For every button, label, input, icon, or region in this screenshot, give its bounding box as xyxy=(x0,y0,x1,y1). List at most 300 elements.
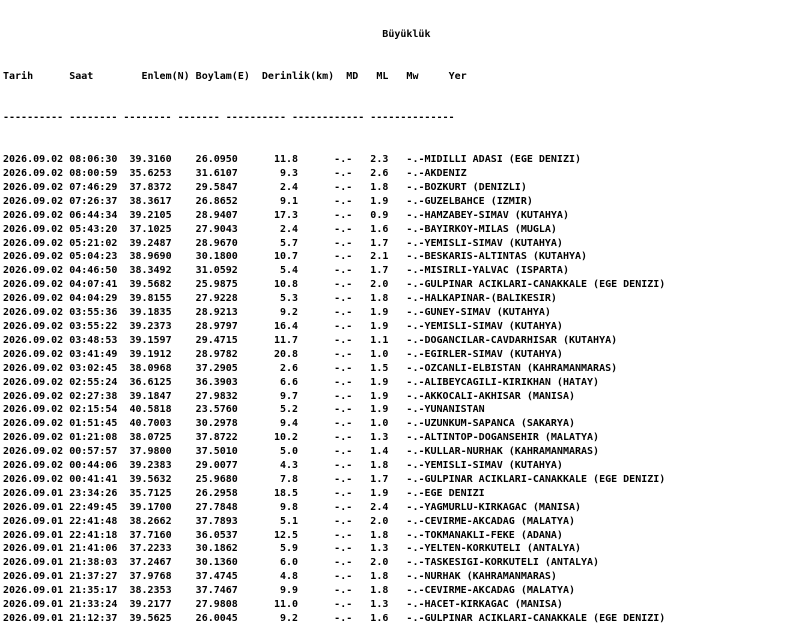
depth-cell: 18.5 xyxy=(237,487,299,499)
earthquake-row xyxy=(3,459,665,473)
mw-cell: -.- xyxy=(388,515,425,527)
date-cell: 2026.09.02 xyxy=(3,181,70,193)
depth-cell: 9.8 xyxy=(237,501,299,513)
md-cell: -.- xyxy=(298,265,353,277)
earthquake-row xyxy=(3,195,665,209)
ml-cell: 1.9 xyxy=(352,376,389,388)
longitude-cell: 25.9875 xyxy=(171,279,238,291)
latitude-cell: 40.5818 xyxy=(123,404,172,416)
depth-cell: 17.3 xyxy=(237,209,299,221)
location-cell: MIDILLI ADASI (EGE DENIZI) xyxy=(424,154,582,166)
date-cell: 2026.09.02 xyxy=(3,320,70,332)
md-cell: -.- xyxy=(298,223,353,235)
earthquake-rows xyxy=(3,153,665,626)
time-cell: 21:41:06 xyxy=(69,543,124,555)
ml-cell: 1.1 xyxy=(352,334,389,346)
mw-cell: -.- xyxy=(388,307,425,319)
mw-cell: -.- xyxy=(388,432,425,444)
latitude-cell: 39.5682 xyxy=(123,279,172,291)
earthquake-row xyxy=(3,306,665,320)
md-cell: -.- xyxy=(298,237,353,249)
date-cell: 2026.09.02 xyxy=(3,223,70,235)
depth-cell: 6.0 xyxy=(237,557,299,569)
location-cell: KULLAR-NURHAK (KAHRAMANMARAS) xyxy=(424,446,600,458)
date-cell: 2026.09.01 xyxy=(3,599,70,611)
time-cell: 21:12:37 xyxy=(69,613,124,624)
depth-cell: 5.7 xyxy=(237,237,299,249)
md-cell: -.- xyxy=(298,460,353,472)
time-cell: 06:44:34 xyxy=(69,209,124,221)
earthquake-row xyxy=(3,542,665,556)
ml-cell: 2.0 xyxy=(352,557,389,569)
md-cell: -.- xyxy=(298,320,353,332)
depth-cell: 2.4 xyxy=(237,181,299,193)
ml-cell: 1.3 xyxy=(352,543,389,555)
date-cell: 2026.09.02 xyxy=(3,460,70,472)
location-cell: ALTINTOP-DOGANSEHIR (MALATYA) xyxy=(424,432,600,444)
depth-cell: 2.4 xyxy=(237,223,299,235)
ml-cell: 1.6 xyxy=(352,613,389,624)
date-cell: 2026.09.02 xyxy=(3,376,70,388)
mw-cell: -.- xyxy=(388,404,425,416)
date-cell: 2026.09.02 xyxy=(3,195,70,207)
md-cell: -.- xyxy=(298,599,353,611)
earthquake-row xyxy=(3,237,665,251)
date-cell: 2026.09.02 xyxy=(3,209,70,221)
depth-cell: 5.2 xyxy=(237,404,299,416)
date-cell: 2026.09.02 xyxy=(3,473,70,485)
column-header-time: Saat xyxy=(69,70,124,82)
location-cell: CEVIRME-AKCADAG (MALATYA) xyxy=(424,515,575,527)
longitude-cell: 27.9808 xyxy=(171,599,238,611)
latitude-cell: 37.2467 xyxy=(123,557,172,569)
earthquake-row xyxy=(3,473,665,487)
mw-cell: -.- xyxy=(388,557,425,569)
date-cell: 2026.09.01 xyxy=(3,543,70,555)
md-cell: -.- xyxy=(298,473,353,485)
longitude-cell: 28.9213 xyxy=(171,307,238,319)
mw-cell: -.- xyxy=(388,237,425,249)
ml-cell: 1.6 xyxy=(352,223,389,235)
latitude-cell: 37.1025 xyxy=(123,223,172,235)
location-cell: AKKOCALI-AKHISAR (MANISA) xyxy=(424,390,575,402)
mw-cell: -.- xyxy=(388,265,425,277)
column-header-longitude: Boylam(E) xyxy=(189,70,250,82)
ml-cell: 1.9 xyxy=(352,307,389,319)
latitude-cell: 38.9690 xyxy=(123,251,172,263)
ml-cell: 1.8 xyxy=(352,293,389,305)
location-cell: AKDENIZ xyxy=(424,168,467,179)
date-cell: 2026.09.02 xyxy=(3,293,70,305)
ml-cell: 1.0 xyxy=(352,418,389,430)
date-cell: 2026.09.02 xyxy=(3,265,70,277)
latitude-cell: 39.2383 xyxy=(123,460,172,472)
location-cell: HACET-KIRKAGAC (MANISA) xyxy=(424,599,563,611)
time-cell: 21:37:27 xyxy=(69,571,124,583)
ml-cell: 1.9 xyxy=(352,195,389,207)
mw-cell: -.- xyxy=(388,418,425,430)
earthquake-row xyxy=(3,612,665,626)
location-cell: YELTEN-KORKUTELI (ANTALYA) xyxy=(424,543,582,555)
latitude-cell: 39.2487 xyxy=(123,237,172,249)
depth-cell: 20.8 xyxy=(237,348,299,360)
md-cell: -.- xyxy=(298,293,353,305)
date-cell: 2026.09.02 xyxy=(3,348,70,360)
ml-cell: 1.0 xyxy=(352,348,389,360)
location-cell: BESKARIS-ALTINTAS (KUTAHYA) xyxy=(424,251,588,263)
date-cell: 2026.09.02 xyxy=(3,307,70,319)
mw-cell: -.- xyxy=(388,571,425,583)
longitude-cell: 30.2978 xyxy=(171,418,238,430)
time-cell: 02:55:24 xyxy=(69,376,124,388)
ml-cell: 1.8 xyxy=(352,585,389,597)
depth-cell: 5.0 xyxy=(237,446,299,458)
time-cell: 02:15:54 xyxy=(69,404,124,416)
latitude-cell: 39.2177 xyxy=(123,599,172,611)
location-cell: GULPINAR ACIKLARI-CANAKKALE (EGE DENIZI) xyxy=(424,613,666,624)
location-cell: BOZKURT (DENIZLI) xyxy=(424,181,527,193)
md-cell: -.- xyxy=(298,154,353,166)
earthquake-row xyxy=(3,153,665,167)
latitude-cell: 39.1700 xyxy=(123,501,172,513)
longitude-cell: 26.8652 xyxy=(171,195,238,207)
column-header-row xyxy=(3,70,665,84)
md-cell: -.- xyxy=(298,446,353,458)
ml-cell: 2.0 xyxy=(352,279,389,291)
depth-cell: 4.3 xyxy=(237,460,299,472)
latitude-cell: 37.8372 xyxy=(123,181,172,193)
earthquake-row xyxy=(3,598,665,612)
md-cell: -.- xyxy=(298,585,353,597)
longitude-cell: 31.6107 xyxy=(171,168,238,179)
column-header-location: Yer xyxy=(418,70,467,82)
mw-cell: -.- xyxy=(388,543,425,555)
date-cell: 2026.09.02 xyxy=(3,418,70,430)
mw-cell: -.- xyxy=(388,501,425,513)
time-cell: 02:27:38 xyxy=(69,390,124,402)
time-cell: 05:21:02 xyxy=(69,237,124,249)
md-cell: -.- xyxy=(298,432,353,444)
longitude-cell: 26.0950 xyxy=(171,154,238,166)
time-cell: 21:35:17 xyxy=(69,585,124,597)
date-cell: 2026.09.02 xyxy=(3,446,70,458)
time-cell: 05:04:23 xyxy=(69,251,124,263)
ml-cell: 1.9 xyxy=(352,320,389,332)
latitude-cell: 38.0725 xyxy=(123,432,172,444)
md-cell: -.- xyxy=(298,418,353,430)
column-header-mw: Mw xyxy=(388,70,419,82)
latitude-cell: 39.5625 xyxy=(123,613,172,624)
location-cell: YEMISLI-SIMAV (KUTAHYA) xyxy=(424,237,563,249)
location-cell: NURHAK (KAHRAMANMARAS) xyxy=(424,571,557,583)
depth-cell: 10.8 xyxy=(237,279,299,291)
mw-cell: -.- xyxy=(388,320,425,332)
depth-cell: 9.4 xyxy=(237,418,299,430)
mw-cell: -.- xyxy=(388,334,425,346)
earthquake-row xyxy=(3,181,665,195)
time-cell: 21:38:03 xyxy=(69,557,124,569)
ml-cell: 1.8 xyxy=(352,181,389,193)
time-cell: 03:41:49 xyxy=(69,348,124,360)
md-cell: -.- xyxy=(298,181,353,193)
mw-cell: -.- xyxy=(388,487,425,499)
longitude-cell: 30.1360 xyxy=(171,557,238,569)
ml-cell: 1.5 xyxy=(352,362,389,374)
time-cell: 00:57:57 xyxy=(69,446,124,458)
location-cell: UZUNKUM-SAPANCA (SAKARYA) xyxy=(424,418,575,430)
md-cell: -.- xyxy=(298,334,353,346)
md-cell: -.- xyxy=(298,209,353,221)
latitude-cell: 39.5632 xyxy=(123,473,172,485)
depth-cell: 11.7 xyxy=(237,334,299,346)
ml-cell: 1.8 xyxy=(352,460,389,472)
location-cell: BAYIRKOY-MILAS (MUGLA) xyxy=(424,223,557,235)
md-cell: -.- xyxy=(298,571,353,583)
location-cell: YEMISLI-SIMAV (KUTAHYA) xyxy=(424,460,563,472)
longitude-cell: 31.0592 xyxy=(171,265,238,277)
longitude-cell: 37.4745 xyxy=(171,571,238,583)
column-header-depth: Derinlik(km) xyxy=(249,70,335,82)
latitude-cell: 37.2233 xyxy=(123,543,172,555)
md-cell: -.- xyxy=(298,307,353,319)
ml-cell: 1.7 xyxy=(352,473,389,485)
earthquake-row xyxy=(3,292,665,306)
ml-cell: 0.9 xyxy=(352,209,389,221)
longitude-cell: 37.8722 xyxy=(171,432,238,444)
md-cell: -.- xyxy=(298,279,353,291)
latitude-cell: 37.9800 xyxy=(123,446,172,458)
depth-cell: 9.1 xyxy=(237,195,299,207)
depth-cell: 11.0 xyxy=(237,599,299,611)
longitude-cell: 29.5847 xyxy=(171,181,238,193)
location-cell: EGIRLER-SIMAV (KUTAHYA) xyxy=(424,348,563,360)
depth-cell: 9.9 xyxy=(237,585,299,597)
ml-cell: 1.9 xyxy=(352,487,389,499)
ml-cell: 1.8 xyxy=(352,571,389,583)
longitude-cell: 26.2958 xyxy=(171,487,238,499)
longitude-cell: 37.2905 xyxy=(171,362,238,374)
depth-cell: 5.9 xyxy=(237,543,299,555)
longitude-cell: 27.9043 xyxy=(171,223,238,235)
latitude-cell: 39.1597 xyxy=(123,334,172,346)
depth-cell: 9.3 xyxy=(237,168,299,179)
depth-cell: 2.6 xyxy=(237,362,299,374)
ml-cell: 1.4 xyxy=(352,446,389,458)
earthquake-row xyxy=(3,556,665,570)
ml-cell: 1.3 xyxy=(352,432,389,444)
latitude-cell: 38.3617 xyxy=(123,195,172,207)
longitude-cell: 30.1800 xyxy=(171,251,238,263)
ml-cell: 2.1 xyxy=(352,251,389,263)
mw-cell: -.- xyxy=(388,181,425,193)
date-cell: 2026.09.02 xyxy=(3,168,70,179)
depth-cell: 4.8 xyxy=(237,571,299,583)
time-cell: 22:49:45 xyxy=(69,501,124,513)
latitude-cell: 38.2353 xyxy=(123,585,172,597)
earthquake-row xyxy=(3,278,665,292)
depth-cell: 11.8 xyxy=(237,154,299,166)
time-cell: 04:04:29 xyxy=(69,293,124,305)
mw-cell: -.- xyxy=(388,223,425,235)
date-cell: 2026.09.02 xyxy=(3,334,70,346)
location-cell: GUNEY-SIMAV (KUTAHYA) xyxy=(424,307,551,319)
date-cell: 2026.09.02 xyxy=(3,251,70,263)
location-cell: OZCANLI-ELBISTAN (KAHRAMANMARAS) xyxy=(424,362,618,374)
latitude-cell: 39.1847 xyxy=(123,390,172,402)
time-cell: 03:55:22 xyxy=(69,320,124,332)
time-cell: 01:51:45 xyxy=(69,418,124,430)
mw-cell: -.- xyxy=(388,209,425,221)
time-cell: 22:41:18 xyxy=(69,529,124,541)
location-cell: GUZELBAHCE (IZMIR) xyxy=(424,195,533,207)
mw-cell: -.- xyxy=(388,348,425,360)
location-cell: CEVIRME-AKCADAG (MALATYA) xyxy=(424,585,575,597)
spacer xyxy=(3,29,382,40)
latitude-cell: 35.6253 xyxy=(123,168,172,179)
mw-cell: -.- xyxy=(388,195,425,207)
mw-cell: -.- xyxy=(388,599,425,611)
depth-cell: 5.3 xyxy=(237,293,299,305)
column-header-date: Tarih xyxy=(3,70,70,82)
md-cell: -.- xyxy=(298,613,353,624)
latitude-cell: 39.2105 xyxy=(123,209,172,221)
location-cell: YAGMURLU-KIRKAGAC (MANISA) xyxy=(424,501,582,513)
time-cell: 04:07:41 xyxy=(69,279,124,291)
earthquake-row xyxy=(3,403,665,417)
longitude-cell: 27.7848 xyxy=(171,501,238,513)
date-cell: 2026.09.01 xyxy=(3,529,70,541)
date-cell: 2026.09.02 xyxy=(3,154,70,166)
latitude-cell: 38.2662 xyxy=(123,515,172,527)
md-cell: -.- xyxy=(298,390,353,402)
location-cell: EGE DENIZI xyxy=(424,487,485,499)
longitude-cell: 25.9680 xyxy=(171,473,238,485)
date-cell: 2026.09.01 xyxy=(3,557,70,569)
date-cell: 2026.09.01 xyxy=(3,487,70,499)
earthquake-row xyxy=(3,320,665,334)
location-cell: HAMZABEY-SIMAV (KUTAHYA) xyxy=(424,209,569,221)
location-cell: TOKMANAKLI-FEKE (ADANA) xyxy=(424,529,563,541)
latitude-cell: 40.7003 xyxy=(123,418,172,430)
time-cell: 05:43:20 xyxy=(69,223,124,235)
depth-cell: 5.1 xyxy=(237,515,299,527)
mw-cell: -.- xyxy=(388,279,425,291)
time-cell: 21:33:24 xyxy=(69,599,124,611)
time-cell: 00:44:06 xyxy=(69,460,124,472)
md-cell: -.- xyxy=(298,348,353,360)
date-cell: 2026.09.02 xyxy=(3,432,70,444)
longitude-cell: 37.7893 xyxy=(171,515,238,527)
ml-cell: 1.8 xyxy=(352,529,389,541)
md-cell: -.- xyxy=(298,251,353,263)
location-cell: HALKAPINAR-(BALIKESIR) xyxy=(424,293,557,305)
earthquake-row xyxy=(3,501,665,515)
location-cell: ALIBEYCAGILI-KIRIKHAN (HATAY) xyxy=(424,376,600,388)
depth-cell: 6.6 xyxy=(237,376,299,388)
time-cell: 00:41:41 xyxy=(69,473,124,485)
earthquake-row xyxy=(3,417,665,431)
time-cell: 07:46:29 xyxy=(69,181,124,193)
location-cell: YUNANISTAN xyxy=(424,404,485,416)
ml-cell: 2.4 xyxy=(352,501,389,513)
earthquake-row xyxy=(3,264,665,278)
ml-cell: 2.3 xyxy=(352,154,389,166)
md-cell: -.- xyxy=(298,362,353,374)
date-cell: 2026.09.02 xyxy=(3,237,70,249)
latitude-cell: 37.7160 xyxy=(123,529,172,541)
mw-cell: -.- xyxy=(388,251,425,263)
latitude-cell: 39.1912 xyxy=(123,348,172,360)
latitude-cell: 38.0968 xyxy=(123,362,172,374)
latitude-cell: 38.3492 xyxy=(123,265,172,277)
longitude-cell: 29.0077 xyxy=(171,460,238,472)
column-header-ml: ML xyxy=(358,70,389,82)
earthquake-row xyxy=(3,376,665,390)
md-cell: -.- xyxy=(298,529,353,541)
column-header-latitude: Enlem(N) xyxy=(123,70,190,82)
longitude-cell: 26.0045 xyxy=(171,613,238,624)
latitude-cell: 36.6125 xyxy=(123,376,172,388)
earthquake-row xyxy=(3,390,665,404)
earthquake-listing xyxy=(3,0,665,640)
ml-cell: 1.9 xyxy=(352,390,389,402)
longitude-cell: 37.5010 xyxy=(171,446,238,458)
earthquake-row xyxy=(3,334,665,348)
depth-cell: 9.2 xyxy=(237,307,299,319)
md-cell: -.- xyxy=(298,557,353,569)
depth-cell: 12.5 xyxy=(237,529,299,541)
longitude-cell: 23.5760 xyxy=(171,404,238,416)
ml-cell: 1.7 xyxy=(352,237,389,249)
depth-cell: 9.7 xyxy=(237,390,299,402)
md-cell: -.- xyxy=(298,376,353,388)
date-cell: 2026.09.01 xyxy=(3,585,70,597)
location-cell: YEMISLI-SIMAV (KUTAHYA) xyxy=(424,320,563,332)
date-cell: 2026.09.02 xyxy=(3,390,70,402)
depth-cell: 10.2 xyxy=(237,432,299,444)
date-cell: 2026.09.02 xyxy=(3,404,70,416)
earthquake-row xyxy=(3,529,665,543)
earthquake-row xyxy=(3,250,665,264)
earthquake-row xyxy=(3,487,665,501)
time-cell: 08:06:30 xyxy=(69,154,124,166)
location-cell: TASKESIGI-KORKUTELI (ANTALYA) xyxy=(424,557,600,569)
location-cell: DOGANCILAR-CAVDARHISAR (KUTAHYA) xyxy=(424,334,618,346)
earthquake-row xyxy=(3,223,665,237)
mw-cell: -.- xyxy=(388,376,425,388)
mw-cell: -.- xyxy=(388,446,425,458)
md-cell: -.- xyxy=(298,543,353,555)
md-cell: -.- xyxy=(298,515,353,527)
latitude-cell: 37.9768 xyxy=(123,571,172,583)
mw-cell: -.- xyxy=(388,529,425,541)
depth-cell: 16.4 xyxy=(237,320,299,332)
earthquake-row xyxy=(3,348,665,362)
mw-cell: -.- xyxy=(388,585,425,597)
date-cell: 2026.09.01 xyxy=(3,501,70,513)
location-cell: MISIRLI-YALVAC (ISPARTA) xyxy=(424,265,569,277)
ml-cell: 2.0 xyxy=(352,515,389,527)
latitude-cell: 39.3160 xyxy=(123,154,172,166)
magnitude-group-title: Büyüklük xyxy=(382,28,431,40)
location-cell: GULPINAR ACIKLARI-CANAKKALE (EGE DENIZI) xyxy=(424,279,666,291)
depth-cell: 7.8 xyxy=(237,473,299,485)
mw-cell: -.- xyxy=(388,390,425,402)
longitude-cell: 28.9407 xyxy=(171,209,238,221)
longitude-cell: 27.9228 xyxy=(171,293,238,305)
longitude-cell: 29.4715 xyxy=(171,334,238,346)
ml-cell: 1.9 xyxy=(352,404,389,416)
